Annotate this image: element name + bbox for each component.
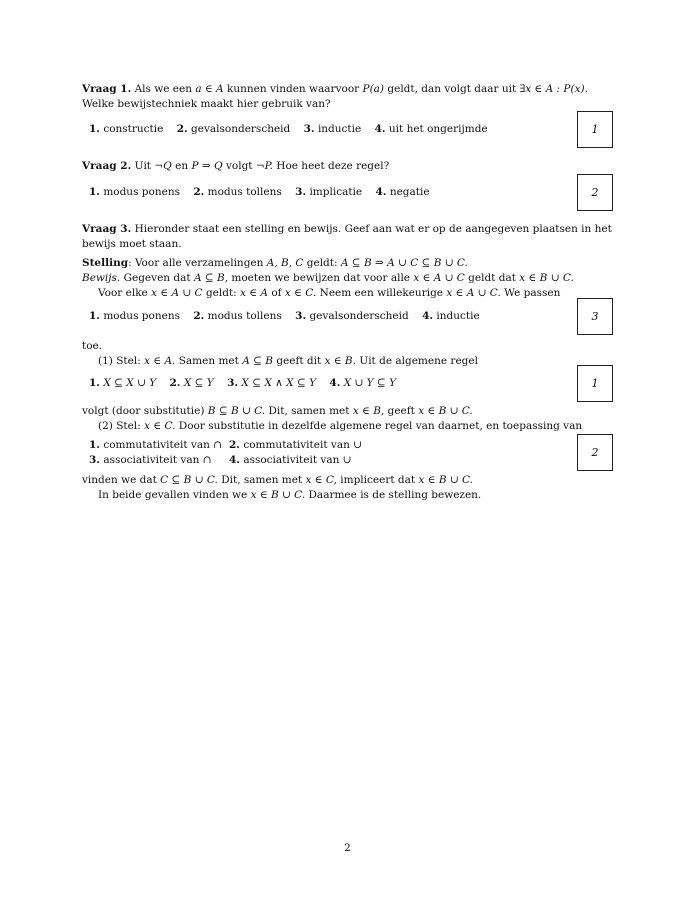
answer-box-5[interactable]: 2	[577, 434, 613, 471]
proof-math: x ∈ B,	[352, 405, 385, 417]
q3-intro: Hieronder staat een stelling en bewijs. Geef aan wat er op de aangegeven plaatsen in het bewijs moet staan.	[82, 223, 612, 250]
q2-text: volgt	[225, 160, 253, 172]
option-text: associativiteit van ∩	[103, 454, 212, 466]
option-text: negatie	[389, 186, 430, 198]
conclusion-text	[82, 473, 614, 503]
proof-line	[82, 488, 614, 503]
proof-math: x ∈ B ∪ C.	[418, 405, 473, 417]
gap-2-options	[89, 377, 396, 389]
proof-text: Door substitutie in dezelfde algemene regel van daarnet, en toepassing van	[178, 420, 583, 432]
proof-math: x ∈ B ∪ C.	[250, 489, 306, 501]
proof-line	[82, 404, 614, 419]
option[interactable]	[295, 186, 362, 198]
theorem-text: : Voor alle verzamelingen	[128, 257, 264, 269]
case-1-text	[82, 339, 614, 369]
option-text: X ∪ Y ⊆ Y	[343, 377, 397, 389]
option-text: implicatie	[309, 186, 363, 198]
proof-text: geeft dit	[276, 355, 322, 367]
option-number: 2.	[193, 186, 205, 198]
proof-text: Dit, samen met	[221, 474, 303, 486]
case-2-text	[82, 404, 614, 434]
option-number: 1.	[89, 186, 100, 198]
question-3-text	[82, 222, 614, 252]
option[interactable]	[89, 438, 229, 453]
proof-math: A ⊆ B	[242, 355, 273, 367]
option-text: X ⊆ X ∧ X ⊆ Y	[241, 377, 317, 389]
proof-line	[82, 473, 614, 488]
proof-math: x ∈ B.	[324, 355, 356, 367]
option-text: gevalsonderscheid	[309, 310, 409, 322]
proof-text: Voor elke	[98, 287, 148, 299]
proof-line	[82, 419, 614, 434]
q2-math: ¬P.	[255, 160, 273, 172]
option[interactable]	[89, 453, 229, 468]
page-number: 2	[344, 842, 351, 854]
option[interactable]	[422, 310, 480, 322]
option[interactable]	[89, 377, 156, 389]
proof-math: x ∈ C.	[284, 287, 317, 299]
proof-line	[82, 354, 614, 369]
option-text: inductie	[436, 310, 480, 322]
q1-math: ∃x ∈ A : P(x).	[519, 83, 588, 95]
gap-1-options	[89, 310, 480, 322]
gap-3-options	[89, 438, 362, 468]
option[interactable]	[375, 123, 488, 135]
option-number: 2.	[176, 123, 188, 135]
proof-math: x ∈ B ∪ C.	[519, 272, 574, 284]
proof-math: x ∈ C.	[144, 420, 176, 432]
theorem-math: A, B, C	[266, 257, 304, 269]
option-text: modus ponens	[103, 186, 180, 198]
q2-math: ¬Q	[154, 160, 172, 172]
question-1-text	[82, 82, 614, 112]
proof-math: x ∈ A ∪ C	[413, 272, 465, 284]
proof-math: x ∈ A	[240, 287, 269, 299]
q2-text: en	[175, 160, 189, 172]
answer-box-3[interactable]: 3	[577, 298, 613, 335]
option-number: 1.	[89, 377, 100, 389]
option-number: 3.	[89, 454, 100, 466]
proof-label: Bewijs.	[82, 272, 121, 284]
option-text: constructie	[103, 123, 164, 135]
proof-math: x ∈ C,	[305, 474, 337, 486]
option[interactable]	[229, 438, 362, 453]
option-text: modus ponens	[103, 310, 180, 322]
option-number: 1.	[89, 123, 100, 135]
question-2-text	[82, 159, 614, 174]
question-1-label: Vraag 1.	[82, 83, 132, 95]
option[interactable]	[89, 123, 163, 135]
proof-text: vinden we dat	[82, 474, 157, 486]
option-number: 3.	[295, 310, 307, 322]
option-number: 3.	[295, 186, 307, 198]
proof-math: x ∈ A ∪ C.	[446, 287, 501, 299]
option[interactable]	[376, 186, 430, 198]
theorem-math: A ⊆ B ⇒ A ∪ C ⊆ B ∪ C.	[340, 257, 468, 269]
proof-math: A ⊆ B,	[193, 272, 229, 284]
option[interactable]	[177, 123, 291, 135]
proof-text: of	[271, 287, 282, 299]
q1-math: P(a)	[362, 83, 385, 95]
option-number: 1.	[89, 439, 100, 451]
option[interactable]	[295, 310, 409, 322]
answer-box-1[interactable]: 1	[577, 111, 613, 148]
proof-text: geeft	[387, 405, 415, 417]
q2-text: Uit	[134, 160, 152, 172]
question-2-options	[89, 186, 430, 198]
q1-text: geldt, dan volgt daar uit	[387, 83, 517, 95]
option-number: 4.	[374, 123, 386, 135]
proof-text: volgt (door substitutie)	[82, 405, 205, 417]
option-text: commutativiteit van ∪	[243, 439, 362, 451]
theorem-line	[82, 256, 614, 271]
proof-math: x ∈ A ∪ C	[151, 287, 203, 299]
proof-text: Dit, samen met	[268, 405, 350, 417]
question-3-label: Vraag 3.	[82, 223, 132, 235]
option-text: associativiteit van ∪	[243, 454, 352, 466]
option[interactable]	[229, 453, 351, 468]
proof-text: geldt:	[205, 287, 237, 299]
option-text: X ⊆ X ∪ Y	[103, 377, 157, 389]
option[interactable]	[170, 377, 214, 389]
proof-math: C ⊆ B ∪ C.	[160, 474, 218, 486]
option-text: X ⊆ Y	[183, 377, 214, 389]
proof-line	[82, 271, 614, 286]
proof-math: B ⊆ B ∪ C.	[207, 405, 266, 417]
option[interactable]	[329, 377, 396, 389]
option-text: inductie	[317, 123, 362, 135]
proof-text: (2) Stel:	[98, 420, 141, 432]
option-number: 1.	[89, 310, 100, 322]
question-2-label: Vraag 2.	[82, 160, 132, 172]
proof-text: Gegeven dat	[123, 272, 191, 284]
option-number: 4.	[229, 454, 240, 466]
theorem-and-proof	[82, 256, 614, 301]
option[interactable]	[89, 186, 180, 198]
proof-text: moeten we bewijzen dat voor alle	[231, 272, 411, 284]
proof-text: geldt dat	[468, 272, 516, 284]
proof-text: Daarmee is de stelling bewezen.	[308, 489, 482, 501]
option-number: 2.	[169, 377, 181, 389]
q1-math: a ∈ A	[195, 83, 224, 95]
option-number: 3.	[227, 377, 239, 389]
proof-text: We passen	[504, 287, 561, 299]
option-number: 3.	[303, 123, 315, 135]
proof-line	[82, 286, 614, 301]
option[interactable]	[193, 186, 281, 198]
proof-math: x ∈ A.	[144, 355, 176, 367]
option-text: gevalsonderscheid	[191, 123, 291, 135]
proof-text: toe.	[82, 340, 103, 352]
answer-box-4[interactable]: 1	[577, 365, 613, 402]
option-number: 2.	[229, 439, 240, 451]
proof-text: impliceert dat	[340, 474, 416, 486]
q2-math: P ⇒ Q	[191, 160, 223, 172]
proof-text: In beide gevallen vinden we	[98, 489, 248, 501]
option[interactable]	[304, 123, 362, 135]
option-number: 4.	[329, 377, 341, 389]
option[interactable]	[193, 310, 281, 322]
q1-text: kunnen vinden waarvoor	[226, 83, 360, 95]
q1-text: Welke bewijstechniek maakt hier gebruik van?	[82, 98, 331, 110]
option-text: modus tollens	[207, 310, 282, 322]
theorem-label: Stelling	[82, 257, 129, 269]
question-1-options	[89, 123, 488, 135]
option[interactable]	[227, 377, 316, 389]
proof-text: Neem een willekeurige	[319, 287, 444, 299]
option-number: 4.	[422, 310, 434, 322]
theorem-text: geldt:	[306, 257, 338, 269]
option-text: modus tollens	[207, 186, 282, 198]
option-number: 4.	[375, 186, 387, 198]
option-number: 2.	[193, 310, 205, 322]
proof-text: Uit de algemene regel	[359, 355, 478, 367]
proof-text: Samen met	[178, 355, 239, 367]
proof-text: (1) Stel:	[98, 355, 141, 367]
q2-text: Hoe heet deze regel?	[276, 160, 390, 172]
proof-math: x ∈ B ∪ C.	[418, 474, 474, 486]
option[interactable]	[89, 310, 180, 322]
q1-text: Als we een	[134, 83, 192, 95]
answer-box-2[interactable]: 2	[577, 174, 613, 211]
option-text: uit het ongerijmde	[388, 123, 488, 135]
option-text: commutativiteit van ∩	[103, 439, 222, 451]
